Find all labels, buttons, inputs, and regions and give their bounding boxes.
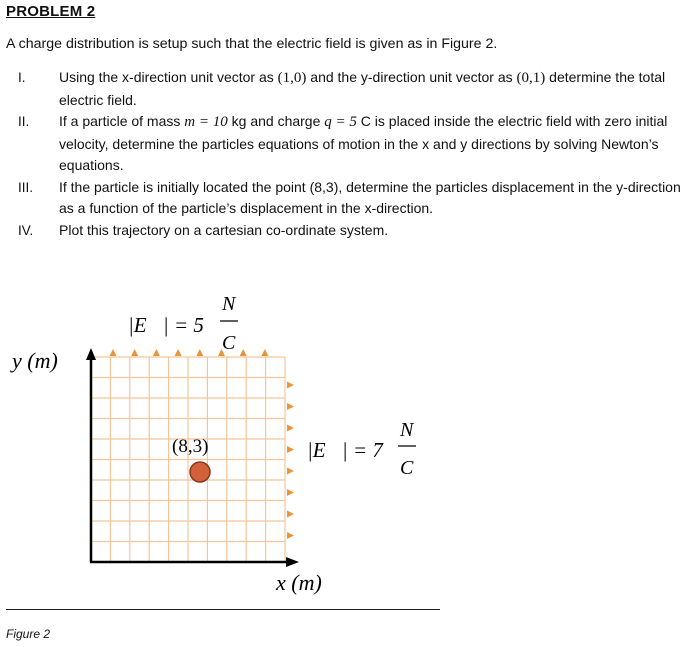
field-arrow-up: [240, 349, 247, 356]
field-x-unit-denominator: C: [400, 457, 414, 479]
field-x-magnitude: |E⃗| = 7: [307, 438, 383, 462]
question-text: and the y-direction unit vector as: [306, 69, 517, 85]
question-number: III.: [18, 179, 34, 195]
question-item-4: [18, 220, 686, 242]
particle-point: [190, 462, 210, 482]
electric-field-figure: [0, 280, 691, 600]
figure-caption: Figure 2: [6, 627, 51, 641]
problem-intro: A charge distribution is setup such that the electric field is given as in Figure 2.: [6, 36, 498, 52]
field-arrow-right: [287, 532, 294, 539]
math-vector-x: (1,0): [277, 70, 307, 86]
field-arrows-up: [110, 349, 269, 356]
field-x-unit-numerator: N: [400, 419, 414, 441]
math-vector-y: (0,1): [516, 70, 546, 86]
field-arrow-up: [261, 349, 268, 356]
question-item-3: [18, 177, 686, 220]
question-text: kg and charge: [227, 113, 325, 129]
field-arrow-right: [287, 403, 294, 410]
field-y-unit-denominator: C: [222, 332, 236, 354]
x-axis-label: x (m): [276, 570, 322, 595]
field-arrow-up: [196, 349, 203, 356]
field-magnitude-y: [128, 293, 238, 354]
field-y-unit-numerator: N: [222, 293, 236, 315]
question-text: Using the x-direction unit vector as: [59, 69, 278, 85]
caption-rule: [6, 609, 440, 610]
question-text: determine the total electric field.: [59, 69, 666, 108]
field-arrow-up: [131, 349, 138, 356]
x-axis-arrowhead: [286, 557, 299, 567]
problem-title: PROBLEM 2: [6, 3, 96, 20]
field-arrow-right: [287, 425, 294, 432]
field-arrow-up: [175, 349, 182, 356]
field-arrow-right: [287, 382, 294, 389]
y-axis-arrowhead: [86, 348, 96, 360]
field-arrow-right: [287, 468, 294, 475]
math-mass: m = 10: [184, 114, 228, 130]
field-magnitude-x: [307, 419, 416, 479]
field-y-magnitude: |E⃗| = 5: [128, 313, 204, 337]
field-arrow-up: [110, 349, 117, 356]
question-text: Plot this trajectory on a cartesian co-ordinate system.: [59, 221, 389, 238]
math-charge: q = 5: [324, 114, 357, 130]
question-item-2: [18, 111, 686, 177]
question-number: I.: [18, 70, 26, 85]
question-text: If the particle is initially located the point (8,3), determine the particles displacement in the y-direction as a function of the particle’s displacement in the x-direction.: [59, 178, 681, 216]
question-item-1: [18, 67, 686, 111]
field-arrow-up: [153, 349, 160, 356]
question-text: If a particle of mass: [59, 113, 185, 129]
question-list: [18, 67, 686, 241]
field-arrow-right: [287, 511, 294, 518]
point-label: (8,3): [172, 436, 209, 457]
field-grid: [91, 357, 285, 562]
y-axis-label: y (m): [12, 348, 58, 373]
field-arrows-right: [287, 382, 294, 540]
field-arrow-right: [287, 446, 294, 453]
question-number: IV.: [18, 222, 34, 238]
field-arrow-right: [287, 489, 294, 496]
question-text: C is placed inside the electric field with zero initial velocity, determine the particles equations of motion in the x and y directions by solving Newton’s equations.: [59, 113, 668, 173]
question-number: II.: [18, 114, 30, 129]
